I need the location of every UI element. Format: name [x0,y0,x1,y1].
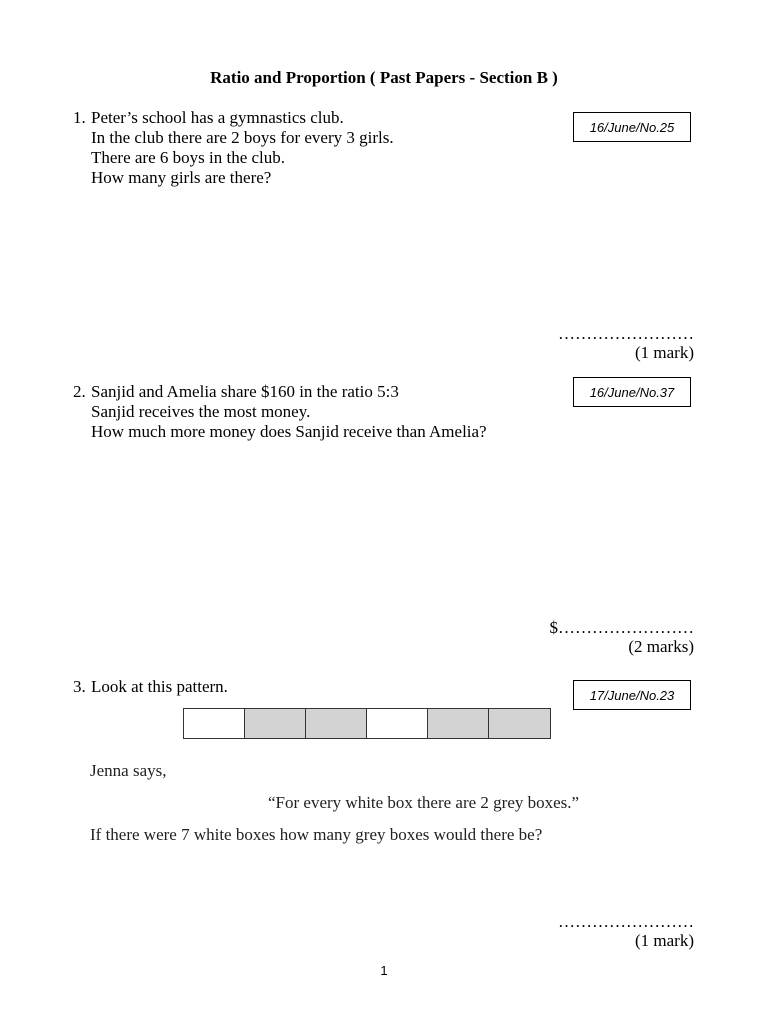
question-2-line-1: Sanjid and Amelia share $160 in the ratio 5:3 [91,382,399,401]
question-2-number: 2. [73,382,86,401]
question-1-answer-line: …………………… [558,324,694,343]
question-3-question: If there were 7 white boxes how many grey boxes would there be? [90,825,543,844]
question-2-line-3: How much more money does Sanjid receive than Amelia? [91,422,487,441]
jenna-quote: “For every white box there are 2 grey boxes.” [268,793,580,812]
page-number: 1 [380,963,388,978]
pattern-box [489,709,550,738]
question-3-reference: 17/June/No.23 [573,680,691,710]
question-1-line-1: Peter’s school has a gymnastics club. [91,108,344,127]
question-1-line-4: How many girls are there? [91,168,272,187]
question-1-line-3: There are 6 boys in the club. [91,148,286,167]
pattern-box [245,709,306,738]
question-2-reference: 16/June/No.37 [573,377,691,407]
question-1-number: 1. [73,108,86,127]
question-3-number: 3. [73,677,86,696]
question-2-marks: (2 marks) [628,637,694,656]
question-1-reference: 16/June/No.25 [573,112,691,142]
question-3-answer-line: …………………… [558,912,694,931]
question-3-line-1: Look at this pattern. [91,677,228,696]
question-2-line-2: Sanjid receives the most money. [91,402,311,421]
question-1-line-2: In the club there are 2 boys for every 3 girls. [91,128,394,147]
question-3-marks: (1 mark) [634,931,694,950]
pattern-box [306,709,367,738]
pattern-box [428,709,489,738]
page-title: Ratio and Proportion ( Past Papers - Section B ) [210,68,558,87]
question-2-answer-line: $…………………… [549,618,694,637]
question-1-text [91,108,394,188]
pattern-box [367,709,428,738]
jenna-says: Jenna says, [90,761,167,780]
pattern-box [184,709,245,738]
question-2-text [91,382,487,442]
box-pattern [183,708,551,739]
question-1-marks: (1 mark) [634,343,694,362]
